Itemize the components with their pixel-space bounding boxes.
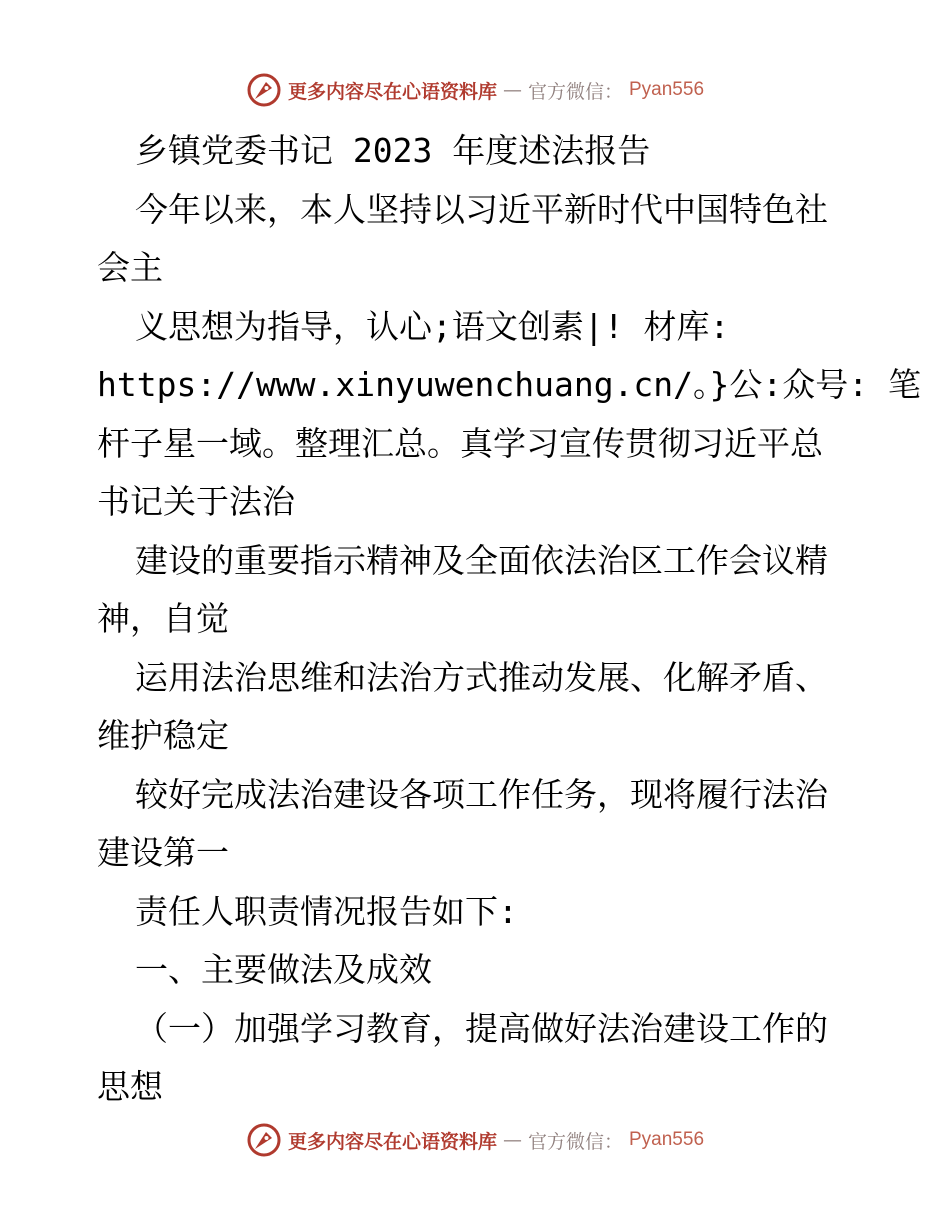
paragraph-line: 思想: [97, 1067, 163, 1106]
pen-nib-icon: [246, 72, 282, 108]
wechat-id: Pyan556: [629, 1129, 705, 1150]
paragraph-line: 今年以来，本人坚持以习近平新时代中国特色社: [135, 189, 828, 229]
document-body: [97, 122, 922, 1117]
wechat-id: Pyan556: [629, 79, 705, 100]
section-heading: 一、主要做法及成效: [135, 950, 432, 989]
paragraph-line: 运用法治思维和法治方式推动发展、化解矛盾、: [135, 657, 828, 697]
wechat-label: 官方微信：: [527, 1130, 623, 1153]
paragraph-line: 建设的重要指示精神及全面依法治区工作会议精: [135, 540, 828, 580]
paragraph-line: 维护稳定: [97, 716, 229, 755]
paragraph-line: 责任人职责情况报告如下:: [135, 891, 518, 931]
pen-nib-icon: [246, 1122, 282, 1158]
paragraph-line: 义思想为指导，认心;语文创素|! 材库:: [135, 306, 730, 346]
footer-banner: [0, 1120, 950, 1160]
paragraph-line: 较好完成法治建设各项工作任务，现将履行法治: [135, 774, 828, 814]
banner-separator: —: [502, 79, 522, 101]
wechat-label: 官方微信：: [527, 80, 623, 103]
banner-text: 更多内容尽在心语资料库: [287, 1130, 497, 1153]
subsection-heading: （一）加强学习教育，提高做好法治建设工作的: [135, 1008, 828, 1048]
paragraph-line: 会主: [97, 248, 163, 287]
paragraph-line: https://www.xinyuwenchuang.cn/。}公:众号: 笔: [97, 365, 922, 404]
banner-separator: —: [502, 1129, 522, 1151]
paragraph-line: 杆子星一域。整理汇总。真学习宣传贯彻习近平总: [97, 423, 823, 463]
header-banner: [0, 70, 950, 110]
paragraph-line: 神，自觉: [97, 599, 229, 638]
document-title: 乡镇党委书记 2023 年度述法报告: [135, 131, 651, 170]
banner-text: 更多内容尽在心语资料库: [287, 80, 497, 103]
paragraph-line: 建设第一: [97, 833, 229, 872]
paragraph-line: 书记关于法治: [97, 482, 295, 521]
